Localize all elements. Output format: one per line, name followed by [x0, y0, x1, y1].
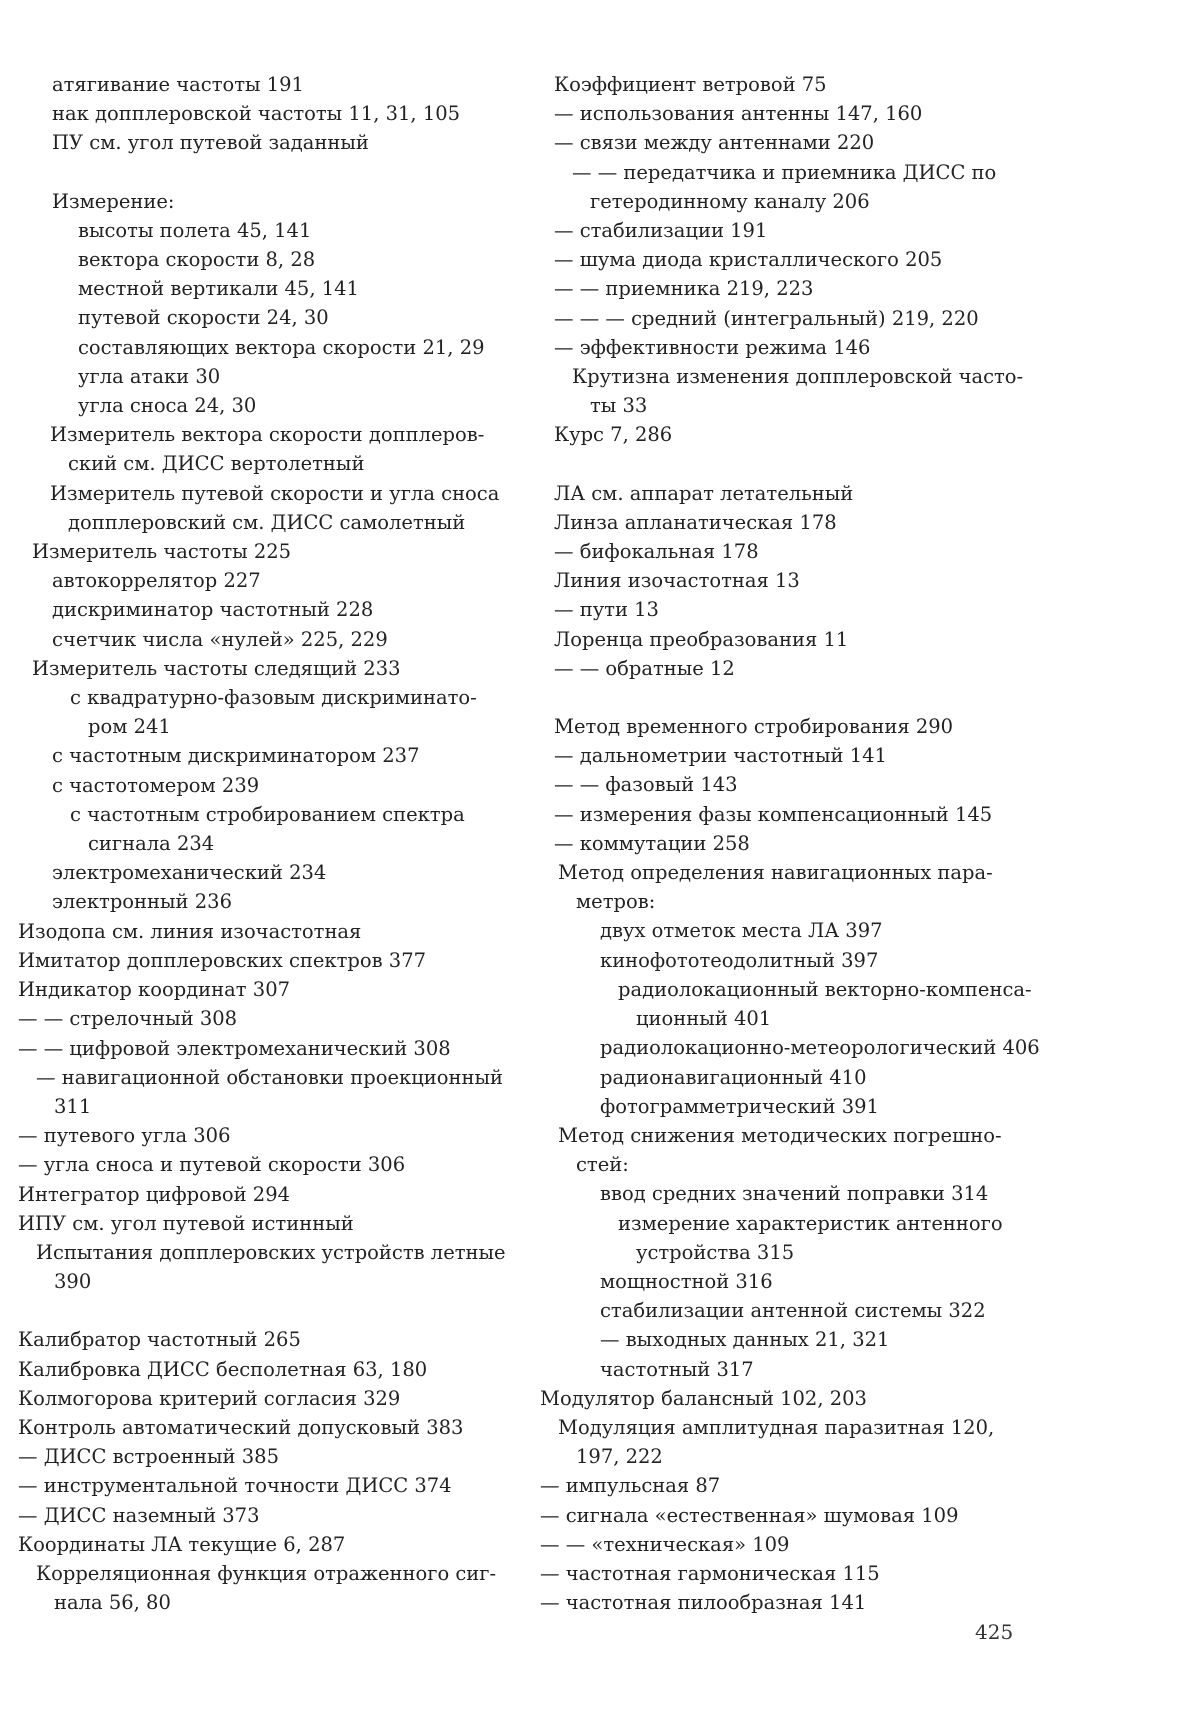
index-entry: Модулятор балансный 102, 203: [540, 1386, 867, 1410]
index-entry-line: Испытания допплеровских устройств летные: [36, 1240, 506, 1264]
index-entry: — шума диода кристаллического 205: [554, 248, 943, 272]
index-entry-line: с частотным стробированием спектра: [70, 802, 465, 826]
index-entry: вектора скорости 8, 28: [78, 248, 316, 272]
index-entry: — ДИСС встроенный 385: [18, 1445, 279, 1469]
index-entry: Имитатор допплеровских спектров 377: [18, 948, 427, 972]
left-index-column: [18, 70, 518, 1617]
index-entry: Интегратор цифровой 294: [18, 1182, 291, 1206]
index-entry: [554, 362, 1045, 420]
index-entry-line: Корреляционная функция отраженного сиг-: [36, 1561, 497, 1585]
index-entry-continuation: метров:: [576, 890, 656, 914]
index-entry: [540, 1413, 1045, 1471]
index-entry: дискриминатор частотный 228: [52, 598, 374, 622]
index-entry: Коэффициент ветровой 75: [554, 73, 827, 96]
index-entry: [52, 683, 518, 741]
index-entry: — связи между антеннами 220: [554, 131, 875, 155]
index-entry: стабилизации антенной системы 322: [600, 1299, 986, 1323]
section-gap: [540, 683, 1045, 712]
index-entry: Курс 7, 286: [554, 423, 673, 447]
index-entry: с частотомером 239: [52, 773, 260, 797]
section-gap: [18, 1296, 518, 1325]
index-entry-continuation: нала 56, 80: [54, 1591, 171, 1615]
index-entry: Измерение:: [52, 189, 175, 213]
index-entry: Индикатор координат 307: [18, 978, 291, 1002]
index-entry: [18, 1063, 518, 1121]
index-entry: — выходных данных 21, 321: [600, 1328, 890, 1352]
index-entry: [540, 858, 1045, 916]
right-index-column: [540, 70, 1045, 1617]
index-entry-line: Крутизна изменения допплеровской часто-: [572, 365, 1024, 389]
index-entry: Метод временного стробирования 290: [554, 715, 954, 739]
index-entry-continuation: допплеровский см. ДИСС самолетный: [68, 510, 466, 534]
index-entry: — дальнометрии частотный 141: [554, 744, 887, 768]
index-entry: [18, 1559, 518, 1617]
index-entry: Измеритель частоты следящий 233: [32, 656, 401, 680]
index-entry: [600, 975, 1045, 1033]
index-entry: радиолокационно-метеорологический 406: [600, 1036, 1040, 1060]
index-entry: — сигнала «естественная» шумовая 109: [540, 1503, 959, 1527]
index-entry: — ДИСС наземный 373: [18, 1503, 260, 1527]
index-entry: — пути 13: [554, 598, 659, 622]
index-entry: — — приемника 219, 223: [554, 277, 814, 301]
index-entry-continuation: сигнала 234: [88, 832, 215, 856]
index-entry-continuation: ром 241: [88, 715, 171, 739]
index-entry: — эффективности режима 146: [554, 335, 871, 359]
index-entry: [18, 1238, 518, 1296]
index-entry-line: Измеритель путевой скорости и угла сноса: [50, 481, 500, 505]
index-entry: — — стрелочный 308: [18, 1007, 238, 1031]
index-entry: Калибратор частотный 265: [18, 1328, 301, 1352]
index-entry: — инструментальной точности ДИСС 374: [18, 1474, 452, 1498]
index-entry: — путевого угла 306: [18, 1124, 231, 1148]
index-entry: электромеханический 234: [52, 861, 327, 885]
index-entry: — стабилизации 191: [554, 219, 768, 243]
index-entry: ввод средних значений поправки 314: [600, 1182, 989, 1206]
index-entry: Колмогорова критерий согласия 329: [18, 1386, 401, 1410]
index-entry: — — — средний (интегральный) 219, 220: [554, 306, 979, 330]
page-number: 425: [975, 1620, 1014, 1644]
index-entry: двух отметок места ЛА 397: [600, 919, 883, 943]
index-entry: нак допплеровской частоты 11, 31, 105: [52, 102, 461, 126]
index-entry: — использования антенны 147, 160: [554, 102, 923, 126]
index-entry: — измерения фазы компенсационный 145: [554, 802, 993, 826]
index-entry: Изодопа см. линия изочастотная: [18, 919, 362, 943]
index-entry: — коммутации 258: [554, 831, 750, 855]
index-entry-continuation: ты 33: [590, 394, 648, 418]
index-entry: с частотным дискриминатором 237: [52, 744, 420, 768]
index-entry-line: Модуляция амплитудная паразитная 120,: [558, 1415, 995, 1439]
index-entry: — угла сноса и путевой скорости 306: [18, 1153, 406, 1177]
index-entry: радионавигационный 410: [600, 1065, 867, 1089]
index-entry: — бифокальная 178: [554, 540, 759, 564]
index-entry-line: — навигационной обстановки проекционный: [36, 1065, 503, 1089]
index-entry-line: — — передатчика и приемника ДИСС по: [572, 160, 997, 184]
index-entry: ПУ см. угол путевой заданный: [52, 131, 369, 155]
index-entry-line: с квадратурно-фазовым дискриминато-: [70, 686, 477, 710]
index-entry: ИПУ см. угол путевой истинный: [18, 1211, 354, 1235]
index-entry: местной вертикали 45, 141: [78, 277, 359, 301]
index-entry: — частотная гармоническая 115: [540, 1561, 880, 1585]
index-entry-continuation: 311: [54, 1094, 92, 1118]
index-entry: Контроль автоматический допусковый 383: [18, 1415, 464, 1439]
index-entry: Линия изочастотная 13: [554, 569, 800, 593]
index-entry: — частотная пилообразная 141: [540, 1591, 867, 1615]
index-entry-continuation: стей:: [576, 1153, 629, 1177]
index-entry: — импульсная 87: [540, 1474, 721, 1498]
index-entry-line: измерение характеристик антенного: [618, 1211, 1003, 1235]
section-gap: [540, 450, 1045, 479]
index-entry: Линза апланатическая 178: [554, 510, 837, 534]
index-entry: [600, 1209, 1045, 1267]
index-entry: [554, 158, 1045, 216]
index-entry: автокоррелятор 227: [52, 569, 261, 593]
index-entry: [32, 479, 518, 537]
index-entry: — — «техническая» 109: [540, 1532, 790, 1556]
index-entry: — — обратные 12: [554, 656, 735, 680]
index-entry-continuation: ционный 401: [636, 1007, 772, 1031]
index-entry: мощностной 316: [600, 1269, 773, 1293]
index-entry-line: Метод снижения методических погрешно-: [558, 1123, 1002, 1147]
index-entry: угла сноса 24, 30: [78, 394, 257, 418]
index-entry: — — цифровой электромеханический 308: [18, 1036, 451, 1060]
index-entry: Измеритель частоты 225: [32, 540, 292, 564]
index-entry-continuation: гетеродинному каналу 206: [590, 189, 870, 213]
index-entry: путевой скорости 24, 30: [78, 306, 329, 330]
index-entry-continuation: ский см. ДИСС вертолетный: [68, 452, 365, 476]
index-entry-line: Измеритель вектора скорости допплеров-: [50, 423, 485, 447]
index-entry: — — фазовый 143: [554, 773, 738, 797]
index-entry: счетчик числа «нулей» 225, 229: [52, 627, 388, 651]
index-entry: Координаты ЛА текущие 6, 287: [18, 1532, 346, 1556]
index-entry: Калибровка ДИСС бесполетная 63, 180: [18, 1357, 428, 1381]
index-entry: атягивание частоты 191: [52, 73, 304, 96]
index-entry-line: Метод определения навигационных пара-: [558, 861, 993, 885]
index-entry-continuation: устройства 315: [636, 1240, 795, 1264]
index-entry: кинофототеодолитный 397: [600, 948, 879, 972]
index-entry: электронный 236: [52, 890, 232, 914]
index-entry-continuation: 197, 222: [576, 1445, 663, 1469]
index-entry: ЛА см. аппарат летательный: [554, 481, 854, 505]
index-entry: высоты полета 45, 141: [78, 218, 312, 242]
index-entry: составляющих вектора скорости 21, 29: [78, 335, 485, 359]
index-entry-continuation: 390: [54, 1270, 92, 1294]
index-entry: угла атаки 30: [78, 364, 221, 388]
index-entry: Лоренца преобразования 11: [554, 627, 849, 651]
index-entry: частотный 317: [600, 1357, 754, 1381]
index-entry: [32, 420, 518, 478]
index-entry: [540, 1121, 1045, 1179]
section-gap: [18, 158, 518, 187]
index-entry: фотограмметрический 391: [600, 1094, 879, 1118]
index-entry: [52, 800, 518, 858]
index-entry-line: радиолокационный векторно-компенса-: [618, 977, 1032, 1001]
